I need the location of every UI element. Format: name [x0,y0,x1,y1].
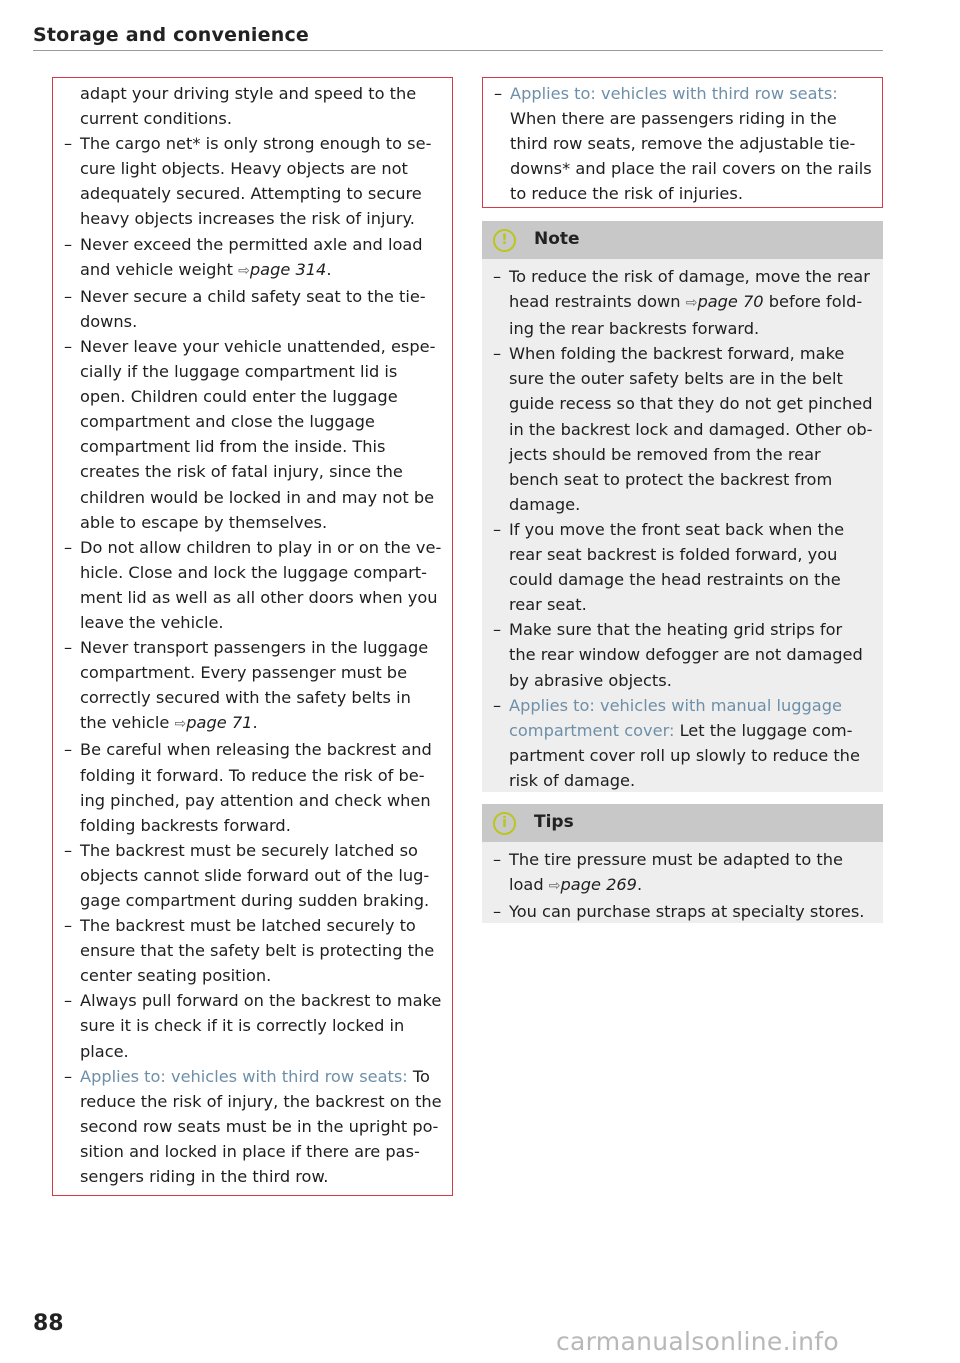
item-text: The cargo net* is only strong enough to secure light objects. Heavy objects are not adequately secured. Attempting to secure heavy objects increases the risk of injury. [80,134,432,229]
item-text: When there are passengers riding in the third row seats, remove the adjustable tie-downs* and place the rail covers on the rails to reduce the risk of injuries. [510,109,872,204]
item-text-tail: . [326,259,332,279]
list-item [53,635,452,737]
list-item [53,737,452,837]
tips-header [482,804,883,842]
note-box [482,221,883,792]
item-text: Make sure that the heating grid strips for the rear window defogger are not damaged by abrasive objects. [509,620,863,690]
tips-list [482,842,883,924]
item-text: If you move the front seat back when the rear seat backrest is folded forward, you could damage the head restraints on the rear seat. [509,519,845,615]
list-item [482,517,883,617]
applies-to-label: Applies to: vehicles with third row seats: [510,84,838,103]
section-title: Storage and convenience [33,24,309,46]
warning-box-left [52,77,453,1196]
list-item [53,334,452,535]
tips-title: Tips [534,812,574,832]
arrow-right-icon: ⇨ [174,716,187,733]
note-title: Note [534,229,580,249]
applies-to-label: Applies to: vehicles with third row seats: [80,1066,408,1086]
list-item [482,341,883,517]
arrow-right-icon: ⇨ [238,262,250,279]
item-text: You can purchase straps at specialty stores. [509,902,865,922]
list-item [53,988,452,1063]
applies-to-label: Applies to: vehicles with manual luggage compartment cover: [509,695,842,740]
note-list [482,259,883,793]
list-item [482,264,883,341]
list-item [53,535,452,635]
item-text-tail: before folding the rear backrests forward. [509,292,863,339]
item-text: When folding the backrest forward, make sure the outer safety belts are in the belt guide recess so that they do not get pinched in the backrest lock and damaged. Other objects should be removed from the rear bench seat to protect the backrest from damage. [509,344,873,514]
warning-box-right [482,77,883,208]
item-text: Never leave your vehicle unattended, especially if the luggage compartment lid is open. Children could enter the luggage compartment and close the luggage compartment lid from the inside. This creates the risk of fatal injury, since the children would be locked in and may not be able to escape by themselves. [80,336,436,532]
list-item [53,1064,452,1189]
warning-list-left [53,81,452,1189]
list-item [482,899,883,924]
page-reference-link: page 70 [697,292,764,312]
exclamation-icon: ! [493,229,516,252]
item-text: Never secure a child safety seat to the tie-downs. [80,286,426,331]
item-text-tail: . [252,713,258,733]
item-text: The tire pressure must be adapted to the load [509,850,843,895]
list-item [483,81,882,206]
page-reference-link: page 269 [560,875,637,895]
item-text: To reduce the risk of injury, the backrest on the second row seats must be in the upright position and locked in place if there are passengers riding in the third row. [80,1066,442,1187]
item-text: Never transport passengers in the luggage compartment. Every passenger must be correctly secured with the safety belts in the vehicle [80,638,429,733]
item-text: The backrest must be latched securely to ensure that the safety belt is protecting the center seating position. [80,916,435,986]
page-reference-link: page 71 [186,713,253,733]
header-divider [33,50,883,51]
list-item [53,913,452,988]
page-reference-link: page 314 [249,259,327,279]
item-text: Do not allow children to play in or on the vehicle. Close and lock the luggage compartment lid as well as all other doors when you leave the vehicle. [80,537,442,632]
item-text: Always pull forward on the backrest to make sure it is check if it is correctly locked in place. [80,991,442,1061]
item-text: Let the luggage compartment cover roll up slowly to reduce the risk of damage. [509,720,860,790]
item-text: The backrest must be securely latched so objects cannot slide forward out of the luggage compartment during sudden braking. [80,840,430,910]
list-item [53,81,452,131]
item-text: Be careful when releasing the backrest and folding it forward. To reduce the risk of being pinched, pay attention and check when folding backrests forward. [80,740,432,835]
arrow-right-icon: ⇨ [685,295,698,312]
item-text-tail: . [636,875,643,895]
list-item [53,284,452,334]
item-text: adapt your driving style and speed to the current conditions. [80,84,417,129]
note-header [482,221,883,259]
list-item [53,131,452,231]
list-item [482,693,883,793]
item-text: Never exceed the permitted axle and load and vehicle weight [80,234,423,279]
arrow-right-icon: ⇨ [548,878,561,895]
list-item [482,847,883,899]
watermark-text: carmanualsonline.info [556,1327,839,1356]
list-item [482,617,883,692]
tips-box [482,804,883,923]
list-item [53,232,452,284]
page-number: 88 [33,1311,64,1336]
list-item [53,838,452,913]
info-icon: i [493,812,516,835]
item-text: To reduce the risk of damage, move the rear head restraints down [509,267,870,312]
warning-list-right [483,81,882,206]
